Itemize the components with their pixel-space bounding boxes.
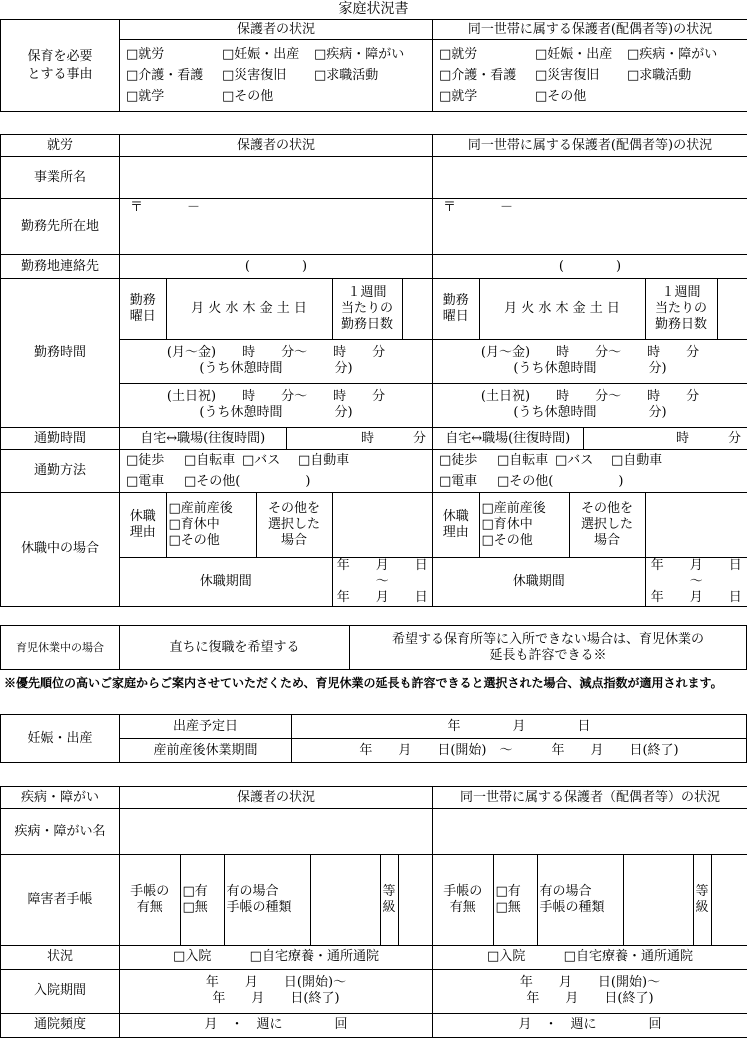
childcare-option-extend[interactable]: 希望する保育所等に入所できない場合は、育児休業の 延長も許容できる※ — [350, 626, 747, 670]
handbook-has-options — [180, 855, 224, 944]
reason-option[interactable]: □介護・看護 — [439, 68, 517, 83]
office-address-guardian[interactable]: 〒 － — [120, 199, 433, 255]
reason-label: 保育を必要 とする事由 — [1, 20, 120, 112]
illness-table — [0, 786, 747, 1038]
leave-reason-option[interactable]: □育休中 — [168, 516, 220, 532]
commute-time-input[interactable]: 時 分 — [286, 428, 432, 449]
handbook-has-options — [493, 855, 537, 944]
leave-period-input[interactable]: 年 月 日～ 年 月 日 — [645, 557, 747, 606]
commute-time-label: 通勤時間 — [1, 428, 120, 450]
leave-reason-label: 休職 理由 — [433, 493, 479, 557]
home-care-option[interactable]: □自宅療養・通所通院 — [249, 949, 379, 965]
reason-option[interactable]: □就学 — [439, 89, 478, 104]
method-option[interactable]: □電車 — [439, 474, 478, 489]
hospitalized-option[interactable]: □入院 — [173, 949, 212, 965]
illness-name-guardian[interactable] — [120, 809, 433, 855]
illness-header: 疾病・障がい — [1, 787, 120, 809]
method-option[interactable]: □その他( ) — [184, 474, 311, 489]
method-option[interactable]: □バス — [242, 453, 281, 468]
office-name-guardian[interactable] — [120, 157, 433, 199]
pregnancy-label: 妊娠・出産 — [1, 715, 120, 763]
visit-frequency-label: 通院頻度 — [1, 1013, 120, 1037]
reason-option[interactable]: □就労 — [126, 47, 165, 62]
weekly-days-label: １週間 当たりの 勤務日数 — [645, 279, 717, 339]
leave-period-label: 休職期間 — [433, 557, 645, 606]
handbook-yes-option[interactable]: □有 — [495, 883, 521, 899]
other-note-input[interactable] — [332, 493, 432, 557]
reason-option[interactable]: □災害復旧 — [222, 68, 287, 83]
handbook-label: 障害者手帳 — [1, 855, 120, 945]
reason-col-spouse: 同一世帯に属する保護者(配偶者等)の状況 — [433, 20, 747, 40]
weekday-hours[interactable]: (月～金) 時 分～ 時 分 (うち休憩時間 分) — [120, 339, 432, 383]
hospital-period-label: 入院期間 — [1, 969, 120, 1013]
grade-label: 等 級 — [380, 855, 398, 944]
leave-spouse — [433, 493, 747, 607]
reason-option[interactable]: □災害復旧 — [535, 68, 600, 83]
reason-options-guardian — [120, 40, 433, 112]
childcare-note: ※優先順位の高いご家庭からご案内させていただくため、育児休業の延長も許容できると選択された場合、減点指数が適用されます。 — [4, 676, 723, 690]
commute-method-spouse — [433, 450, 747, 493]
reason-option[interactable]: □就学 — [126, 89, 165, 104]
leave-guardian — [120, 493, 433, 607]
reason-table — [0, 19, 747, 112]
handbook-has-label: 手帳の 有無 — [433, 855, 493, 944]
contact-guardian[interactable]: ( ) — [120, 255, 433, 279]
status-guardian — [120, 945, 433, 969]
weekday-picker[interactable]: 月 火 水 木 金 土 日 — [166, 279, 332, 339]
holiday-hours[interactable]: (土日祝) 時 分～ 時 分 (うち休憩時間 分) — [433, 383, 747, 427]
work-header: 就労 — [1, 135, 120, 157]
reason-option[interactable]: □介護・看護 — [126, 68, 204, 83]
handbook-no-option[interactable]: □無 — [495, 899, 521, 915]
reason-option[interactable]: □求職活動 — [627, 68, 692, 83]
work-col-guardian: 保護者の状況 — [120, 135, 433, 157]
childcare-option-return[interactable]: 直ちに復職を希望する — [120, 626, 350, 670]
grade-input[interactable] — [711, 855, 747, 944]
reason-option[interactable]: □その他 — [222, 89, 274, 104]
work-col-spouse: 同一世帯に属する保護者(配偶者等)の状況 — [433, 135, 747, 157]
weekly-days-input[interactable] — [402, 279, 432, 339]
leave-period-label: 休職期間 — [120, 557, 332, 606]
workday-label: 勤務 曜日 — [433, 279, 479, 339]
status-label: 状況 — [1, 945, 120, 969]
method-option[interactable]: □電車 — [126, 474, 165, 489]
grade-label: 等 級 — [693, 855, 711, 944]
method-option[interactable]: □自動車 — [298, 453, 350, 468]
hospital-period-spouse[interactable]: 年 月 日(開始)～ 年 月 日(終了) — [433, 969, 747, 1013]
hospitalized-option[interactable]: □入院 — [487, 949, 526, 965]
work-table — [0, 134, 747, 607]
other-note-input[interactable] — [645, 493, 747, 557]
commute-time-desc: 自宅↔職場(往復時間) — [433, 428, 583, 449]
leave-reason-label: 休職 理由 — [120, 493, 166, 557]
leave-reason-option[interactable]: □その他 — [481, 532, 533, 548]
weekday-hours[interactable]: (月～金) 時 分～ 時 分 (うち休憩時間 分) — [433, 339, 747, 383]
holiday-hours[interactable]: (土日祝) 時 分～ 時 分 (うち休憩時間 分) — [120, 383, 432, 427]
office-address-label: 勤務先所在地 — [1, 199, 120, 255]
office-address-spouse[interactable]: 〒 － — [433, 199, 747, 255]
reason-col-guardian: 保護者の状況 — [120, 20, 433, 40]
other-note-label: その他を 選択した 場合 — [256, 493, 332, 557]
home-care-option[interactable]: □自宅療養・通所通院 — [563, 949, 693, 965]
weekday-picker[interactable]: 月 火 水 木 金 土 日 — [479, 279, 645, 339]
commute-method-guardian — [120, 450, 433, 493]
leave-reason-option[interactable]: □産前産後 — [481, 500, 546, 516]
other-note-label: その他を 選択した 場合 — [569, 493, 645, 557]
leave-reason-option[interactable]: □その他 — [168, 532, 220, 548]
contact-spouse[interactable]: ( ) — [433, 255, 747, 279]
method-option[interactable]: □バス — [555, 453, 594, 468]
hours-spouse — [433, 279, 747, 428]
leave-reasons — [479, 493, 569, 557]
illness-name-spouse[interactable] — [433, 809, 747, 855]
workday-label: 勤務 曜日 — [120, 279, 166, 339]
reason-option[interactable]: □妊娠・出産 — [222, 47, 300, 62]
handbook-has-label: 手帳の 有無 — [120, 855, 180, 944]
illness-name-label: 疾病・障がい名 — [1, 809, 120, 855]
reason-options-spouse — [433, 40, 747, 112]
grade-input[interactable] — [398, 855, 432, 944]
method-option[interactable]: □その他( ) — [497, 474, 624, 489]
commute-method-label: 通勤方法 — [1, 450, 120, 493]
handbook-yes-option[interactable]: □有 — [182, 883, 208, 899]
contact-label: 勤務地連絡先 — [1, 255, 120, 279]
illness-col-spouse: 同一世帯に属する保護者（配偶者等）の状況 — [433, 787, 747, 809]
leave-label: 休職中の場合 — [1, 493, 120, 607]
handbook-type-input[interactable] — [310, 855, 380, 944]
method-option[interactable]: □自転車 — [497, 453, 549, 468]
due-date-input[interactable]: 年 月 日 — [292, 715, 747, 739]
method-option[interactable]: □自動車 — [611, 453, 663, 468]
method-option[interactable]: □自転車 — [184, 453, 236, 468]
reason-option[interactable]: □就労 — [439, 47, 478, 62]
document-title: 家庭状況書 — [338, 1, 409, 17]
reason-option[interactable]: □その他 — [535, 89, 587, 104]
leave-reasons — [166, 493, 256, 557]
leave-reason-option[interactable]: □産前産後 — [168, 500, 233, 516]
handbook-type-label: 有の場合 手帳の種類 — [224, 855, 310, 944]
handbook-no-option[interactable]: □無 — [182, 899, 208, 915]
leave-period-input[interactable]: 年 月 日～ 年 月 日 — [332, 557, 432, 606]
illness-col-guardian: 保護者の状況 — [120, 787, 433, 809]
reason-option[interactable]: □求職活動 — [314, 68, 379, 83]
reason-option[interactable]: □疾病・障がい — [314, 47, 405, 62]
hours-guardian — [120, 279, 433, 428]
childcare-label: 育児休業中の場合 — [1, 626, 120, 670]
status-spouse — [433, 945, 747, 969]
pregnancy-table — [0, 714, 747, 763]
reason-option[interactable]: □疾病・障がい — [627, 47, 718, 62]
due-date-label: 出産予定日 — [120, 715, 292, 739]
reason-option[interactable]: □妊娠・出産 — [535, 47, 613, 62]
method-option[interactable]: □徒歩 — [439, 453, 478, 468]
visit-frequency-spouse[interactable]: 月 ・ 週に 回 — [433, 1013, 747, 1037]
hours-label: 勤務時間 — [1, 279, 120, 428]
commute-time-input[interactable]: 時 分 — [583, 428, 747, 449]
hospital-period-guardian[interactable]: 年 月 日(開始)～ 年 月 日(終了) — [120, 969, 433, 1013]
office-name-spouse[interactable] — [433, 157, 747, 199]
handbook-type-input[interactable] — [623, 855, 693, 944]
visit-frequency-guardian[interactable]: 月 ・ 週に 回 — [120, 1013, 433, 1037]
childcare-table — [0, 625, 747, 670]
handbook-spouse — [433, 855, 747, 945]
method-option[interactable]: □徒歩 — [126, 453, 165, 468]
leave-reason-option[interactable]: □育休中 — [481, 516, 533, 532]
weekly-days-label: １週間 当たりの 勤務日数 — [332, 279, 402, 339]
commute-time-desc: 自宅↔職場(往復時間) — [120, 428, 286, 449]
handbook-type-label: 有の場合 手帳の種類 — [537, 855, 623, 944]
maternity-leave-label: 産前産後休業期間 — [120, 739, 292, 763]
weekly-days-input[interactable] — [717, 279, 747, 339]
office-name-label: 事業所名 — [1, 157, 120, 199]
handbook-guardian — [120, 855, 433, 945]
maternity-leave-input[interactable]: 年 月 日(開始) ～ 年 月 日(終了) — [292, 739, 747, 763]
